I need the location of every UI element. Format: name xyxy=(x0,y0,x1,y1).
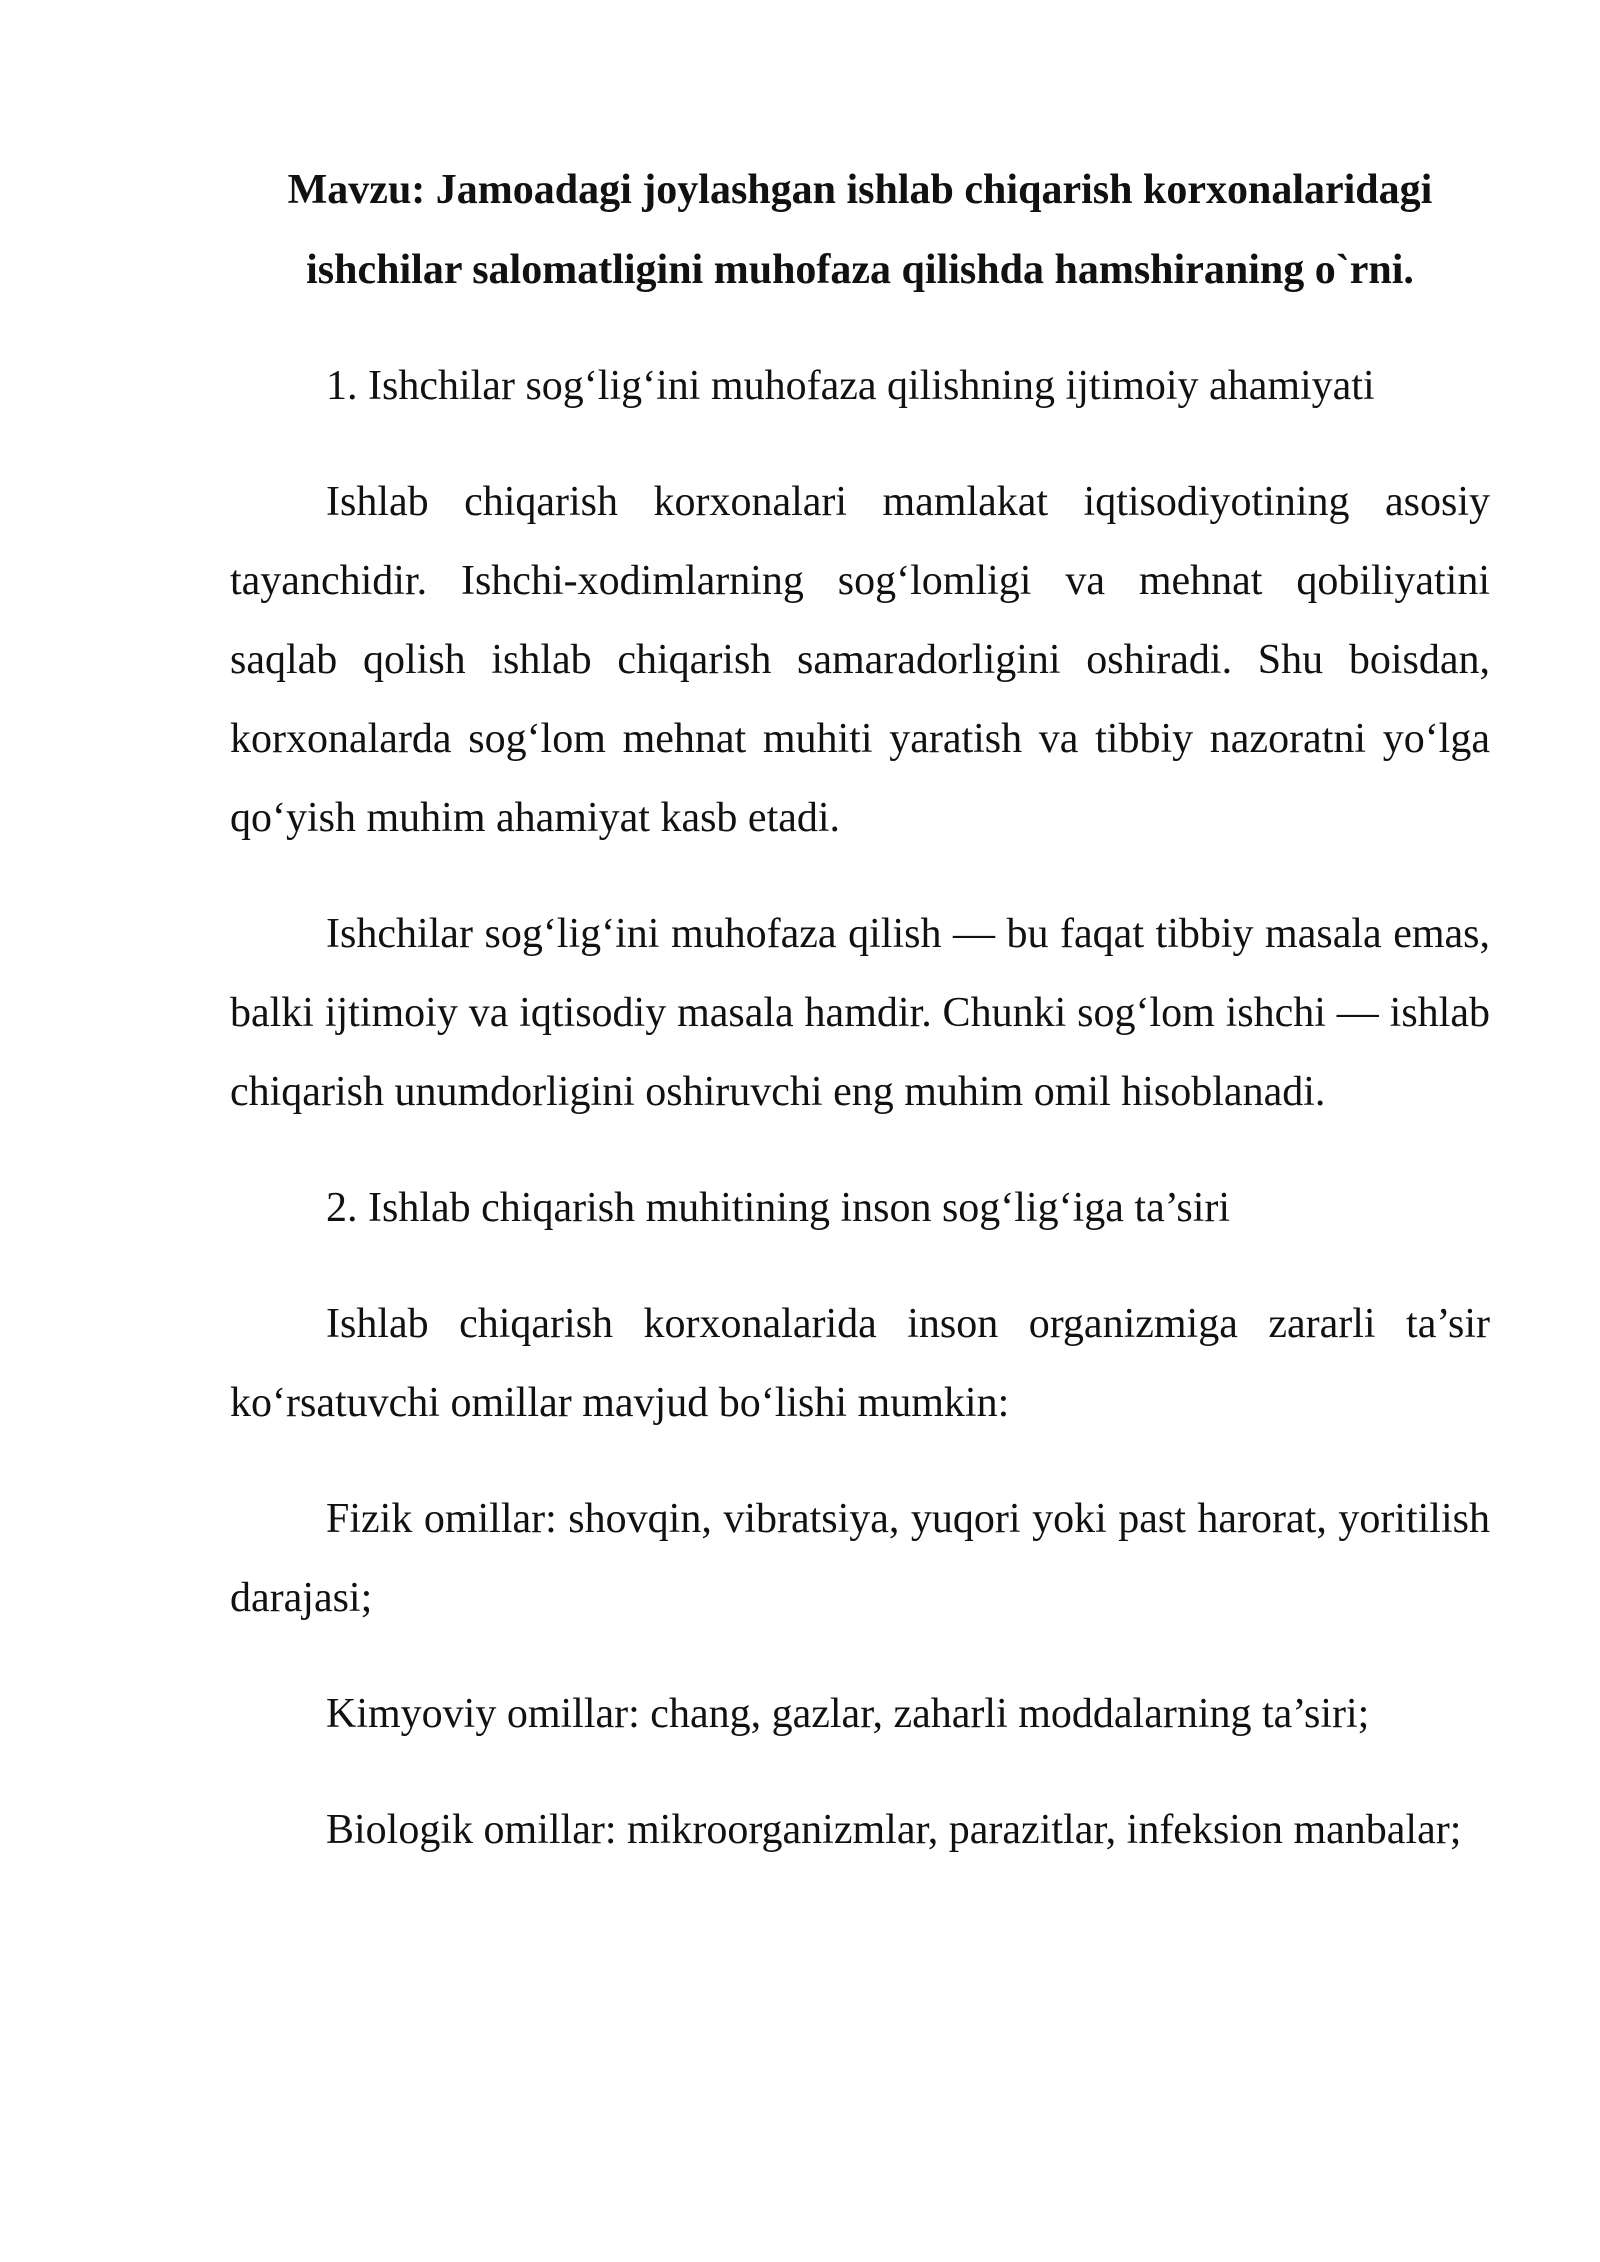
paragraph-1: Ishlab chiqarish korxonalari mamlakat iqtisodiyotining asosiy tayanchidir. Ishchi-xodimlarning sog‘lomligi va mehnat qobiliyatini saqlab qolish ishlab chiqarish samaradorligini oshiradi. Shu boisdan, korxonalarda sog‘lom mehnat muhiti yaratish va tibbiy nazoratni yo‘lga qo‘yish muhim ahamiyat kasb etadi. xyxy=(230,479,1490,841)
biological-factors-item: Biologik omillar: mikroorganizmlar, parazitlar, infeksion manbalar; xyxy=(326,1807,1462,1853)
section-2-heading: 2. Ishlab chiqarish muhitining inson sog‘lig‘iga ta’siri xyxy=(326,1185,1231,1231)
physical-factors-item: Fizik omillar: shovqin, vibratsiya, yuqori yoki past harorat, yoritilish darajasi; xyxy=(230,1496,1490,1621)
section-1-heading: 1. Ishchilar sog‘lig‘ini muhofaza qilishning ijtimoiy ahamiyati xyxy=(326,363,1375,409)
paragraph-3: Ishlab chiqarish korxonalarida inson organizmiga zararli ta’sir ko‘rsatuvchi omillar mavjud bo‘lishi mumkin: xyxy=(230,1301,1490,1426)
chemical-factors-item: Kimyoviy omillar: chang, gazlar, zaharli moddalarning ta’siri; xyxy=(326,1691,1370,1737)
document-title: Mavzu: Jamoadagi joylashgan ishlab chiqarish korxonalaridagi ishchilar salomatligini muhofaza qilishda hamshiraning o`rni. xyxy=(287,167,1433,293)
paragraph-2: Ishchilar sog‘lig‘ini muhofaza qilish — bu faqat tibbiy masala emas, balki ijtimoiy va iqtisodiy masala hamdir. Chunki sog‘lom ishchi — ishlab chiqarish unumdorligini oshiruvchi eng muhim omil hisoblanadi. xyxy=(230,911,1490,1115)
document-body xyxy=(230,150,1490,1870)
